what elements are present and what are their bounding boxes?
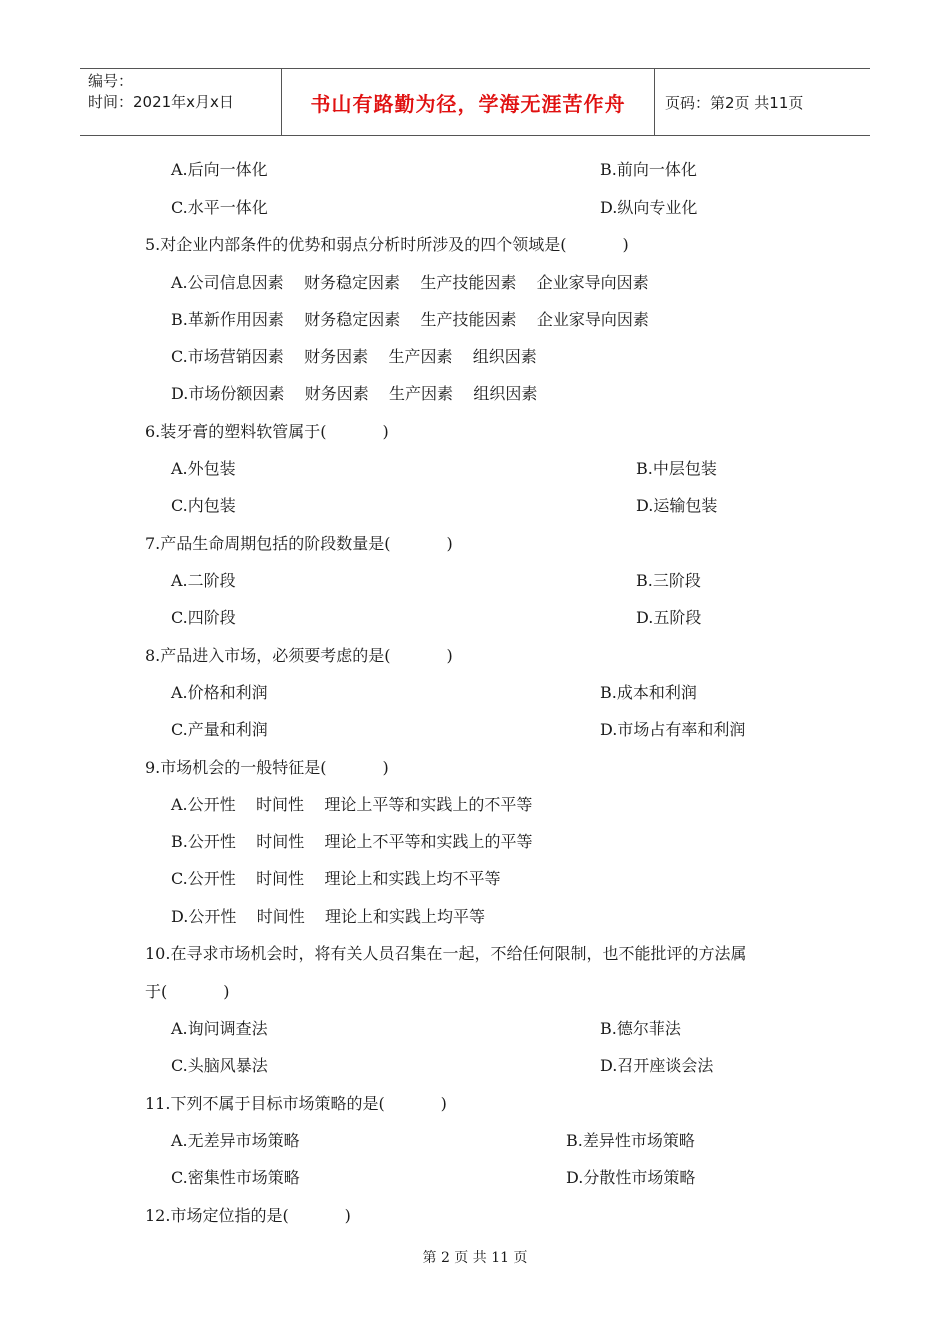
question-text: 于( ): [145, 982, 230, 1001]
option-text: C.产量和利润: [171, 720, 268, 739]
option-text: C.市场营销因素 财务因素 生产因素 组织因素: [171, 347, 537, 366]
id-label: 编号：: [88, 72, 134, 90]
option-text: D.市场份额因素 财务因素 生产因素 组织因素: [171, 384, 538, 403]
time-label: 时间：2021年x月x日: [88, 93, 234, 111]
option-text: B.差异性市场策略: [566, 1131, 695, 1150]
option-text: C.公开性 时间性 理论上和实践上均不平等: [171, 869, 501, 888]
option-text: A.询问调查法: [171, 1019, 268, 1038]
option-text: A.公司信息因素 财务稳定因素 生产技能因素 企业家导向因素: [171, 273, 649, 292]
option-text: D.纵向专业化: [600, 198, 698, 217]
option-text: D.运输包装: [636, 496, 718, 515]
option-text: C.水平一体化: [171, 198, 268, 217]
header-motto: 书山有路勤为径，学海无涯苦作舟: [282, 69, 655, 135]
option-text: B.革新作用因素 财务稳定因素 生产技能因素 企业家导向因素: [171, 310, 649, 329]
option-text: B.成本和利润: [600, 683, 697, 702]
question-text: 6.装牙膏的塑料软管属于( ): [145, 422, 389, 441]
option-text: C.内包装: [171, 496, 236, 515]
question-text: 9.市场机会的一般特征是( ): [145, 758, 389, 777]
question-text: 8.产品进入市场，必须要考虑的是( ): [145, 646, 453, 665]
option-text: B.德尔菲法: [600, 1019, 681, 1038]
option-text: A.价格和利润: [171, 683, 268, 702]
option-text: A.无差异市场策略: [171, 1131, 300, 1150]
question-text: 11.下列不属于目标市场策略的是( ): [145, 1094, 447, 1113]
option-text: C.密集性市场策略: [171, 1168, 300, 1187]
option-text: A.公开性 时间性 理论上平等和实践上的不平等: [171, 795, 533, 814]
question-text: 12.市场定位指的是( ): [145, 1206, 351, 1225]
option-text: B.三阶段: [636, 571, 701, 590]
option-text: D.分散性市场策略: [566, 1168, 696, 1187]
option-text: A.二阶段: [171, 571, 236, 590]
option-text: D.召开座谈会法: [600, 1056, 714, 1075]
option-text: C.四阶段: [171, 608, 236, 627]
question-text: 5.对企业内部条件的优势和弱点分析时所涉及的四个领域是( ): [145, 235, 629, 254]
option-text: D.市场占有率和利润: [600, 720, 746, 739]
option-text: D.公开性 时间性 理论上和实践上均平等: [171, 907, 486, 926]
option-text: A.外包装: [171, 459, 236, 478]
option-text: B.中层包装: [636, 459, 717, 478]
option-text: D.五阶段: [636, 608, 702, 627]
page-footer: 第 2 页 共 11 页: [422, 1250, 528, 1266]
header-page-info: 页码：第2页 共11页: [665, 93, 804, 112]
option-text: B.前向一体化: [600, 160, 697, 179]
option-text: B.公开性 时间性 理论上不平等和实践上的平等: [171, 832, 533, 851]
question-text: 10.在寻求市场机会时，将有关人员召集在一起，不给任何限制，也不能批评的方法属: [145, 944, 747, 963]
option-text: C.头脑风暴法: [171, 1056, 268, 1075]
page-header: [80, 68, 870, 136]
question-text: 7.产品生命周期包括的阶段数量是( ): [145, 534, 453, 553]
option-text: A.后向一体化: [171, 160, 268, 179]
header-meta: [80, 69, 282, 135]
